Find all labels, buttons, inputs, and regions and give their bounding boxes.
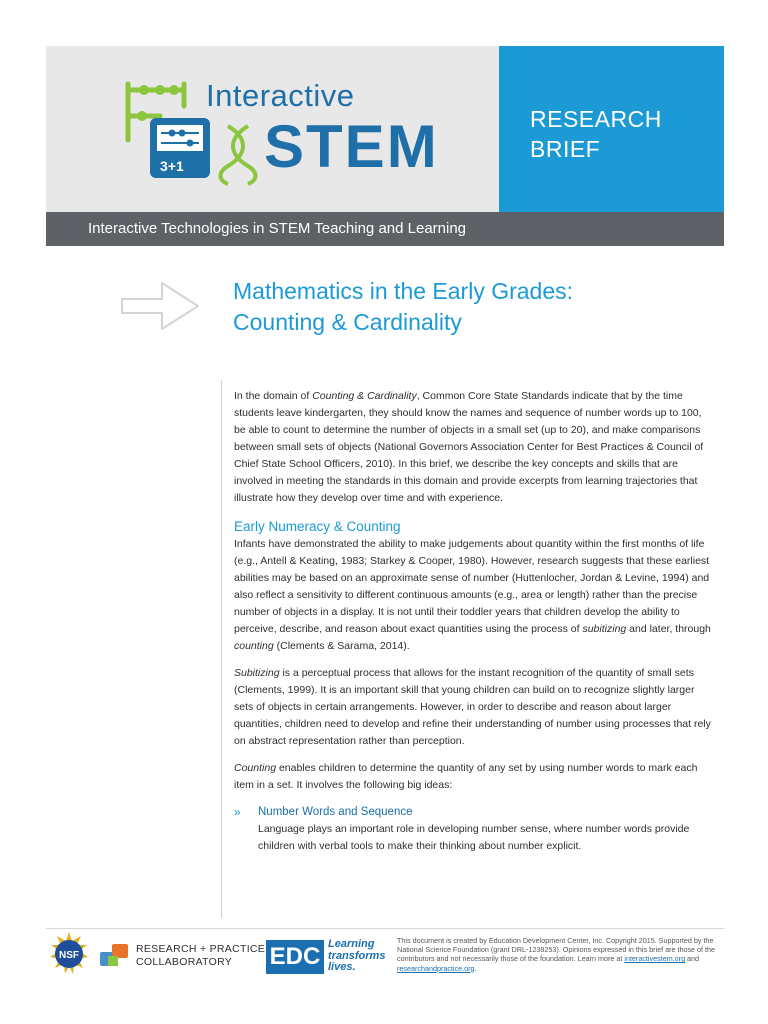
article-body bbox=[234, 388, 714, 855]
page-title bbox=[233, 276, 713, 338]
intro-paragraph: In the domain of Counting & Cardinality, Common Core State Standards indicate that by the time students leave kindergarten, they should know the names and sequence of number words up to 100, be able to count to determine the number of objects in a small set (up to 20), and make comparisons between small sets of objects (National Governors Association Center for Best Practices & Council of Chief State School Officers, 2010). In this brief, we describe the key concepts and skills that are involved in meeting the standards in this domain and provide excerpts from learning trajectories that illustrate how they develop over time and with experience. bbox=[234, 390, 704, 504]
bullet-heading: Number Words and Sequence bbox=[258, 806, 413, 818]
bullet-text: Language plays an important role in developing number sense, where number words provide children with verbal tools to make their thinking about number explicit. bbox=[258, 823, 690, 852]
title-line-2: Counting & Cardinality bbox=[233, 309, 462, 335]
dna-icon bbox=[221, 126, 256, 184]
chat-bubbles-icon bbox=[98, 942, 132, 972]
edc-logo: EDC bbox=[266, 940, 324, 974]
nsf-logo bbox=[46, 932, 92, 978]
paragraph-early-numeracy: Infants have demonstrated the ability to make judgements about quantity within the first months of life (e.g., Antell & Keating, 1983; Starkey & Cooper, 1980). However, research suggests that these earliest abilities may be based on an approximate sense of number (Huttenlocher, Jordan & Levine, 1994) and also reflect a sensitivity to different continuous amounts (e.g., area or length) rather than the precise number of objects in a display. It is not until their toddler years that children develop the ability to perceive, describe, and reason about exact quantities using the process of subitizing and later, through counting (Clements & Sarama, 2014). bbox=[234, 538, 711, 652]
vertical-divider bbox=[221, 380, 222, 918]
link-interactivestem[interactable]: interactivestem.org bbox=[624, 954, 686, 964]
tablet-icon bbox=[150, 118, 210, 178]
logo-word-interactive: Interactive bbox=[206, 78, 355, 113]
edc-tagline: Learning transforms lives. bbox=[328, 938, 386, 973]
research-brief-label: RESEARCH BRIEF bbox=[530, 106, 662, 162]
logo-badge: 3+1 bbox=[160, 158, 184, 174]
link-researchandpractice[interactable]: researchandpractice.org bbox=[397, 963, 475, 973]
subheader-text: Interactive Technologies in STEM Teaching and Learning bbox=[88, 220, 467, 237]
list-item bbox=[234, 804, 714, 855]
section-heading: Early Numeracy & Counting bbox=[234, 519, 401, 534]
title-line-1: Mathematics in the Early Grades: bbox=[233, 278, 574, 304]
arrow-right-icon bbox=[118, 278, 202, 334]
footer-divider bbox=[46, 928, 724, 929]
paragraph-counting: Counting enables children to determine the quantity of any set by using number words to mark each item in a set. It involves the following big ideas: bbox=[234, 762, 698, 791]
paragraph-subitizing: Subitizing is a perceptual process that allows for the instant recognition of the quantity of small sets (Clements, 1999). It is an important skill that young children can build on to recognize slightly larger sets of objects in certain arrangements. However, in order to describe and reason about larger quantities, children need to develop and refine their understanding of number using processes that rely on abstract representation rather than perception. bbox=[234, 667, 711, 747]
footer-fine-print: This document is created by Education Development Center, Inc. Copyright 2015. Supported by the National Science Foundation (grant DRL-1238253). Opinions expressed in this brief are those of the contributors and not necessarily those of the foundation. Learn more at interactivestem.org and researchandpractice.org. bbox=[397, 936, 716, 973]
bullet-chevron-icon: » bbox=[234, 805, 241, 819]
logo-word-stem: STEM bbox=[264, 113, 439, 180]
research-practice-collaboratory-label: RESEARCH + PRACTICE COLLABORATORY bbox=[136, 943, 266, 968]
nsf-label: NSF bbox=[59, 950, 79, 961]
